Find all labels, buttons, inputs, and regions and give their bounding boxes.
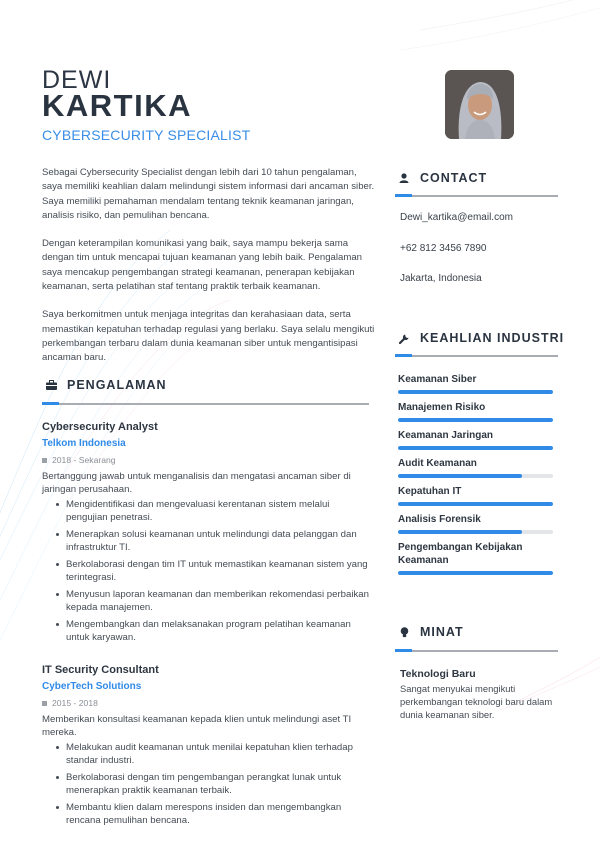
job-bullet: Menyusun laporan keamanan dan memberikan rekomendasi perbaikan kepada manajemen. — [56, 588, 372, 614]
interest-name: Teknologi Baru — [400, 668, 476, 680]
skill-level-bar — [398, 418, 553, 422]
user-icon — [397, 171, 411, 185]
job-company: Telkom Indonesia — [42, 438, 126, 449]
contact-heading — [397, 171, 487, 185]
contact-title: CONTACT — [420, 171, 488, 185]
summary-paragraph: Dengan keterampilan komunikasi yang baik, saya mampu bekerja sama dengan tim untuk mencapai tujuan keamanan yang lebih baik. Pengalaman saya mencakup pengembangan strategi keamanan, penerapan kebijakan keamanan, serta pelatihan staf tentang praktik terbaik keamanan. — [42, 238, 363, 293]
section-divider — [42, 403, 369, 405]
job-bullet: Melakukan audit keamanan untuk menilai kepatuhan klien terhadap standar industri. — [56, 741, 372, 767]
last-name: KARTIKA — [42, 88, 192, 123]
job-bullet: Menerapkan solusi keamanan untuk melindungi data pelanggan dan infrastruktur TI. — [56, 528, 372, 554]
interest-item — [400, 668, 560, 721]
job-entry — [42, 421, 372, 648]
skill-item — [398, 485, 553, 506]
job-description: Bertanggung jawab untuk menganalisis dan mengatasi ancaman siber di jaringan perusahaan. — [42, 471, 351, 496]
first-name: DEWI — [42, 66, 112, 94]
skill-level-bar — [398, 446, 553, 450]
profile-photo — [445, 70, 514, 139]
job-date — [42, 698, 372, 708]
skill-level-bar — [398, 571, 553, 575]
divider-accent — [42, 402, 59, 405]
skill-level-bar — [398, 390, 553, 394]
job-date — [42, 455, 372, 465]
interests-heading — [397, 625, 464, 639]
job-title: CYBERSECURITY SPECIALIST — [42, 127, 251, 143]
skill-level-fill — [398, 502, 553, 506]
skill-level-fill — [398, 418, 553, 422]
job-bullet: Berkolaborasi dengan tim pengembangan perangkat lunak untuk menerapkan praktik keamanan terbaik. — [56, 771, 372, 797]
job-company: CyberTech Solutions — [42, 681, 142, 692]
skill-level-bar — [398, 530, 553, 534]
skill-item — [398, 457, 553, 478]
contact-location: Jakarta, Indonesia — [400, 273, 482, 284]
divider-accent — [395, 649, 412, 652]
skill-item — [398, 401, 553, 422]
summary-paragraph: Saya berkomitmen untuk menjaga integritas dan kerahasiaan data, serta memastikan kepatuhan terhadap regulasi yang berlaku. Saya selalu mengikuti perkembangan terbaru dalam dunia keamanan siber untuk mengantisipasi ancaman baru. — [42, 309, 375, 364]
briefcase-icon — [44, 378, 58, 392]
section-divider — [395, 355, 558, 357]
job-bullet: Berkolaborasi dengan tim IT untuk memastikan keamanan sistem yang terintegrasi. — [56, 558, 372, 584]
job-bullet: Mengembangkan dan melaksanakan program pelatihan keamanan untuk karyawan. — [56, 618, 372, 644]
skills-title: KEAHLIAN INDUSTRI — [420, 331, 565, 345]
job-bullet: Membantu klien dalam merespons insiden dan mengembangkan rencana pemulihan bencana. — [56, 801, 372, 827]
skill-item — [398, 541, 553, 575]
contact-phone[interactable]: +62 812 3456 7890 — [400, 243, 487, 254]
skills-heading — [397, 331, 564, 345]
experience-title: PENGALAMAN — [67, 378, 167, 392]
contact-email[interactable]: Dewi_kartika@email.com — [400, 212, 513, 223]
lightbulb-icon — [397, 625, 411, 639]
skill-item — [398, 513, 553, 534]
divider-accent — [395, 194, 412, 197]
skill-item — [398, 429, 553, 450]
job-bullets — [42, 741, 372, 827]
divider-accent — [395, 354, 412, 357]
job-role: Cybersecurity Analyst — [42, 421, 158, 433]
person-photo-icon — [445, 70, 514, 139]
skill-item — [398, 373, 553, 394]
summary-paragraph: Sebagai Cybersecurity Specialist dengan lebih dari 10 tahun pengalaman, saya memiliki keahlian dalam melindungi sistem informasi dari ancaman siber. Saya memiliki pemahaman mendalam tentang teknik keamanan jaringan, analisis risiko, dan pemulihan bencana. — [42, 167, 375, 221]
skill-level-fill — [398, 446, 553, 450]
calendar-icon — [42, 458, 47, 463]
section-divider — [395, 195, 558, 197]
skill-name: Keamanan Siber — [398, 374, 477, 385]
skill-name: Manajemen Risiko — [398, 402, 486, 413]
job-role: IT Security Consultant — [42, 664, 159, 676]
skill-name: Audit Keamanan — [398, 458, 477, 469]
skill-name: Keamanan Jaringan — [398, 430, 494, 441]
wrench-icon — [397, 331, 411, 345]
interests-title: MINAT — [420, 625, 464, 639]
skill-name: Pengembangan Kebijakan Keamanan — [398, 542, 523, 566]
skill-name: Analisis Forensik — [398, 514, 481, 525]
skill-level-fill — [398, 474, 522, 478]
job-bullets — [42, 498, 372, 644]
job-date-text: 2018 - Sekarang — [52, 455, 116, 465]
skill-level-bar — [398, 502, 553, 506]
profile-summary — [42, 166, 377, 380]
experience-heading — [44, 378, 167, 392]
skill-level-fill — [398, 530, 522, 534]
skill-level-bar — [398, 474, 553, 478]
section-divider — [395, 650, 558, 652]
skill-level-fill — [398, 571, 553, 575]
job-bullet: Mengidentifikasi dan mengevaluasi kerentanan sistem melalui pengujian penetrasi. — [56, 498, 372, 524]
job-description: Memberikan konsultasi keamanan kepada klien untuk melindungi aset TI mereka. — [42, 714, 352, 739]
job-entry — [42, 664, 372, 831]
interest-description: Sangat menyukai mengikuti perkembangan teknologi baru dalam dunia keamanan siber. — [400, 683, 553, 720]
skill-name: Kepatuhan IT — [398, 486, 462, 497]
skill-level-fill — [398, 390, 553, 394]
calendar-icon — [42, 701, 47, 706]
job-date-text: 2015 - 2018 — [52, 698, 98, 708]
